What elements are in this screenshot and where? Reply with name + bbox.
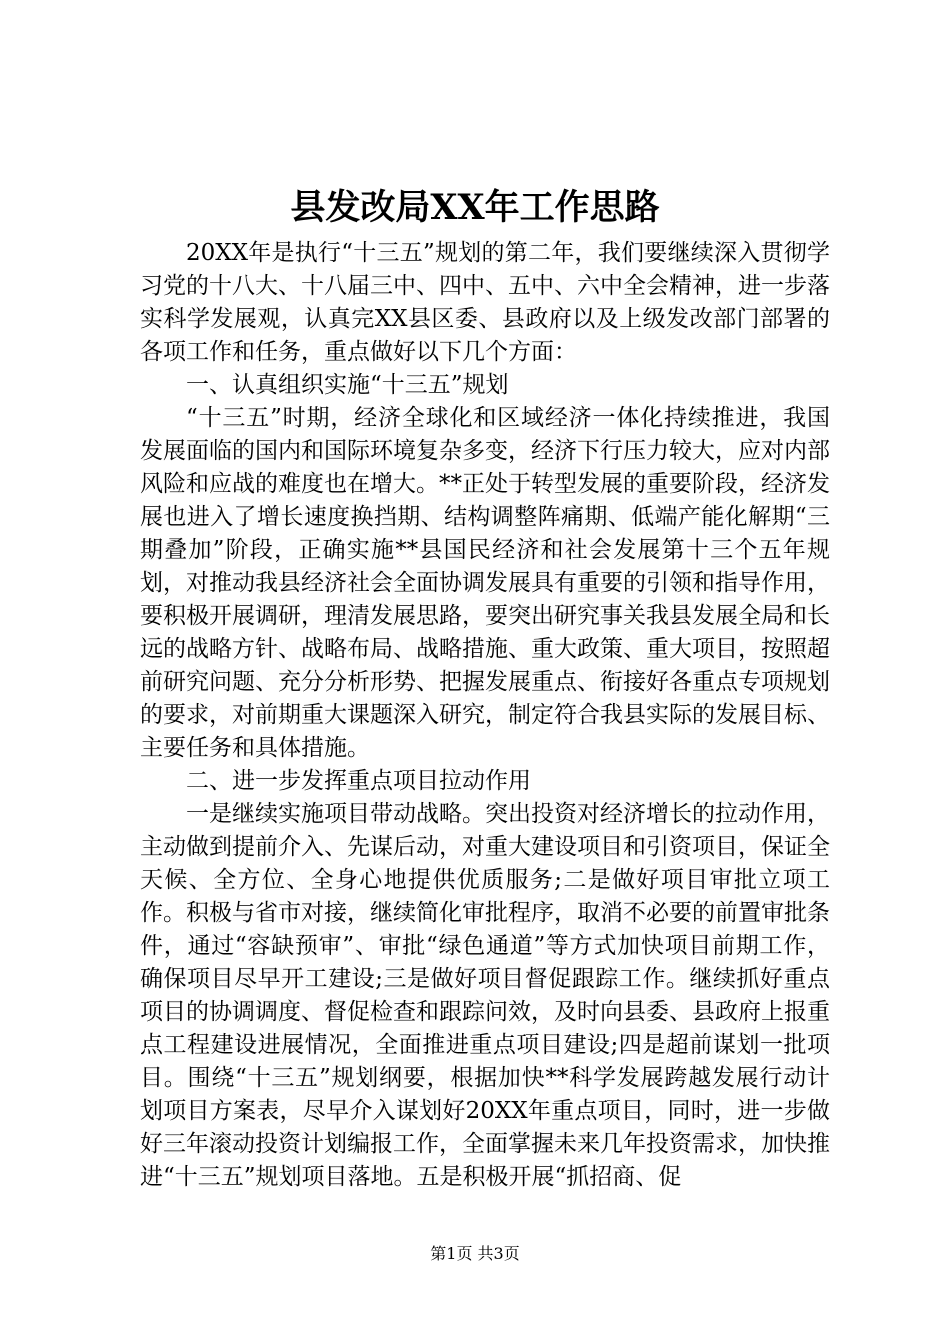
section-heading-1: 一、认真组织实施“十三五”规划 — [186, 372, 509, 398]
document-body — [140, 237, 830, 1194]
intro-paragraph: 20XX年是执行“十三五”规划的第二年，我们要继续深入贯彻学习党的十八大、十八届三中、四中、五中、六中全会精神，进一步落实科学发展观，认真完XX县区委、县政府以及上级发改部门部署的各项工作和任务，重点做好以下几个方面： — [140, 240, 830, 365]
section-heading-2: 二、进一步发挥重点项目拉动作用 — [186, 768, 531, 794]
section-2-paragraph: 一是继续实施项目带动战略。突出投资对经济增长的拉动作用，主动做到提前介入、先谋后动，对重大建设项目和引资项目，保证全天候、全方位、全身心地提供优质服务;二是做好项目审批立项工作。积极与省市对接，继续简化审批程序，取消不必要的前置审批条件，通过“容缺预审”、审批“绿色通道”等方式加快项目前期工作，确保项目尽早开工建设;三是做好项目督促跟踪工作。继续抓好重点项目的协调调度、督促检查和跟踪问效，及时向县委、县政府上报重点工程建设进展情况，全面推进重点项目建设;四是超前谋划一批项目。围绕“十三五”规划纲要，根据加快**科学发展跨越发展行动计划项目方案表，尽早介入谋划好20XX年重点项目，同时，进一步做好三年滚动投资计划编报工作，全面掌握未来几年投资需求，加快推进“十三五”规划项目落地。五是积极开展“抓招商、促 — [140, 801, 830, 1190]
section-1-paragraph: “十三五”时期，经济全球化和区域经济一体化持续推进，我国发展面临的国内和国际环境复杂多变，经济下行压力较大，应对内部风险和应战的难度也在增大。**正处于转型发展的重要阶段，经济发展也进入了增长速度换挡期、结构调整阵痛期、低端产能化解期“三期叠加”阶段，正确实施**县国民经济和社会发展第十三个五年规划，对推动我县经济社会全面协调发展具有重要的引领和指导作用，要积极开展调研，理清发展思路，要突出研究事关我县发展全局和长远的战略方针、战略布局、战略措施、重大政策、重大项目，按照超前研究问题、充分分析形势、把握发展重点、衔接好各重点专项规划的要求，对前期重大课题深入研究，制定符合我县实际的发展目标、主要任务和具体措施。 — [140, 405, 830, 761]
page-footer: 第1页 共3页 — [430, 1244, 520, 1263]
document-title: 县发改局XX年工作思路 — [290, 187, 660, 228]
